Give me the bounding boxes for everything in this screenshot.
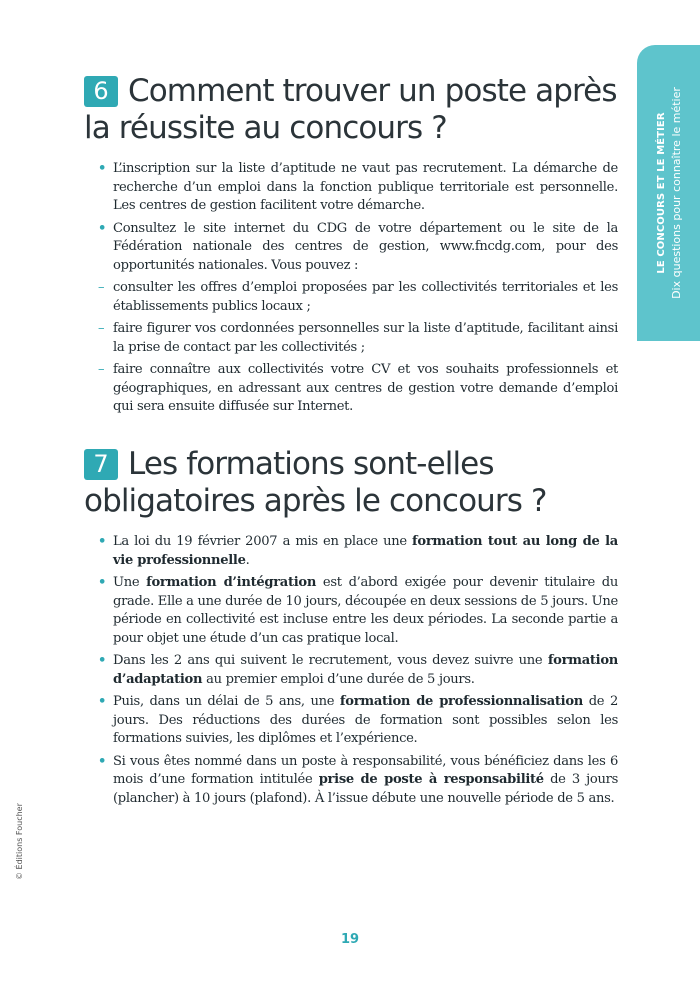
bullet-marker: •: [98, 220, 107, 236]
chapter-side-tab-text: [654, 48, 684, 338]
list-item-emphasis: formation tout au long de la vie professionnelle: [113, 534, 618, 568]
dash-marker: –: [98, 280, 105, 295]
section-7-title: Les formations sont-elles obligatoires après le concours ?: [84, 446, 547, 519]
list-item: [98, 279, 618, 316]
section-7-list: [98, 533, 618, 812]
list-item-emphasis: prise de poste à responsabilité: [318, 772, 544, 787]
bullet-marker: •: [98, 161, 107, 176]
list-item-text: Si vous êtes nommé dans un poste à responsabilité, vous bénéficiez dans les 6 mois d’une formation intitulée: [113, 753, 618, 787]
dash-marker: –: [98, 321, 105, 336]
bullet-marker: •: [98, 534, 107, 549]
list-item-text: de 3 jours (plancher) à 10 jours (plafond). À l’issue débute une nouvelle période de 5 ans.: [113, 772, 618, 806]
page-number: 19: [340, 932, 360, 947]
section-7-heading: [84, 446, 624, 520]
list-item: [98, 320, 618, 357]
chapter-title: LE CONCOURS ET LE MÉTIER: [655, 112, 667, 274]
list-item-text: est d’abord exigée pour devenir titulaire du grade. Elle a une durée de 10 jours, découpée en deux sessions de 5 jours. Une période en collectivité est incluse entre les deux périodes. La seconde partie a pour objet une étude d’un cas pratique local.: [113, 575, 618, 646]
list-item-text: Une: [113, 575, 147, 590]
list-item-emphasis: formation d’intégration: [146, 575, 317, 590]
list-item-text: Puis, dans un délai de 5 ans, une: [113, 694, 340, 709]
bullet-marker: •: [98, 653, 107, 668]
list-item-text: faire connaître aux collectivités votre CV et vos souhaits professionnels et géographiques, en adressant aux centres de gestion votre demande d’emploi qui sera ensuite diffusée sur Internet.: [113, 362, 618, 414]
dash-marker: –: [98, 362, 105, 377]
section-6-title: Comment trouver un poste après la réussite au concours ?: [84, 73, 617, 146]
section-7-number-badge: 7: [84, 449, 118, 480]
chapter-subtitle: Dix questions pour connaître le métier: [669, 87, 683, 299]
list-item-emphasis: formation d’adaptation: [113, 653, 618, 687]
bullet-marker: •: [98, 753, 107, 769]
section-6-heading: [84, 73, 624, 147]
list-item-text: au premier emploi d’une durée de 5 jours.: [202, 671, 475, 687]
bullet-marker: •: [98, 694, 107, 709]
list-item-text: de 2 jours. Des réductions des durées de formation sont possibles selon les formations suivies, les diplômes et l’expérience.: [113, 694, 618, 746]
list-item: [98, 693, 618, 749]
list-item-text: .: [245, 552, 250, 568]
list-item: [98, 753, 618, 809]
list-item-text: La loi du 19 février 2007 a mis en place une: [113, 534, 413, 549]
list-item: [98, 160, 618, 216]
section-6-list: [98, 160, 618, 421]
copyright-notice: © Éditions Foucher: [15, 803, 24, 880]
bullet-marker: •: [98, 575, 107, 590]
list-item: [98, 652, 618, 689]
list-item-text: Consultez le site internet du CDG de votre département ou le site de la Fédération nationale des centres de gestion, www.fncdg.com, pour des opportunités nationales. Vous pouvez :: [113, 220, 618, 273]
list-item-text: consulter les offres d’emploi proposées par les collectivités territoriales et les établissements publics locaux ;: [113, 280, 618, 314]
list-item: [98, 361, 618, 417]
list-item-text: faire figurer vos cordonnées personnelles sur la liste d’aptitude, facilitant ainsi la prise de contact par les collectivités ;: [113, 321, 618, 355]
section-6-number-badge: 6: [84, 76, 118, 107]
chapter-side-tab: [637, 45, 700, 341]
list-item: [98, 533, 618, 570]
list-item-text: Dans les 2 ans qui suivent le recrutement, vous devez suivre une: [113, 653, 548, 668]
list-item: [98, 574, 618, 648]
list-item: [98, 220, 618, 276]
list-item-text: L’inscription sur la liste d’aptitude ne vaut pas recrutement. La démarche de recherche d’un emploi dans la fonction publique territoriale est personnelle. Les centres de gestion facilitent votre démarche.: [113, 161, 618, 213]
list-item-emphasis: formation de professionnalisation: [339, 694, 584, 709]
